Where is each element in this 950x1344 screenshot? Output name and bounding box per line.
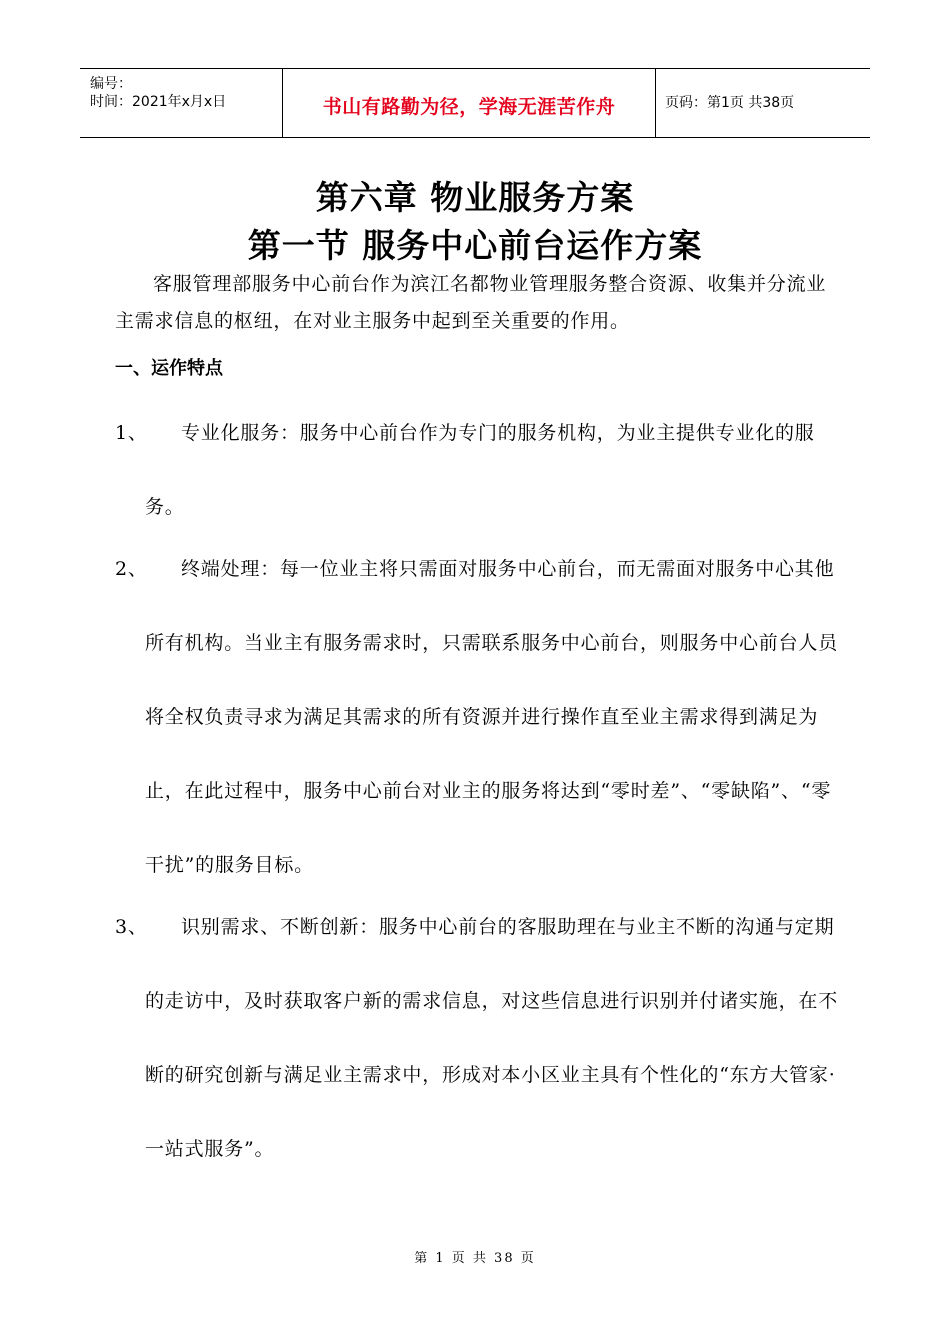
list-item-number: 3、 [115, 916, 148, 938]
page-header [80, 68, 870, 138]
header-motto: 书山有路勤为径，学海无涯苦作舟 [322, 96, 616, 118]
list-item-number: 2、 [115, 558, 148, 580]
header-middle-cell [282, 69, 656, 137]
document-date-label: 时间：2021年x月x日 [90, 94, 227, 110]
chapter-title: 第六章 物业服务方案 [315, 178, 635, 217]
section-heading: 一、运作特点 [115, 358, 223, 379]
header-right-cell [655, 69, 870, 137]
header-page-info: 页码：第1页 共38页 [665, 95, 795, 111]
document-number-label: 编号： [90, 76, 132, 92]
list-item-number: 1、 [115, 422, 148, 444]
list-item-text: 专业化服务：服务中心前台作为专门的服务机构，为业主提供专业化的服务。 [145, 422, 815, 518]
page-footer: 第 1 页 共 38 页 [414, 1251, 536, 1266]
list-item-text: 终端处理：每一位业主将只需面对服务中心前台，而无需面对服务中心其他所有机构。当业主有服务需求时，只需联系服务中心前台，则服务中心前台人员将全权负责寻求为满足其需求的所有资源并进行操作直至业主需求得到满足为止，在此过程中，服务中心前台对业主的服务将达到“零时差”、“零缺陷”、“零干扰”的服务目标。 [145, 558, 839, 876]
section-title: 第一节 服务中心前台运作方案 [247, 226, 703, 265]
header-left-cell [80, 69, 282, 137]
list-item-text: 识别需求、不断创新：服务中心前台的客服助理在与业主不断的沟通与定期的走访中，及时获取客户新的需求信息，对这些信息进行识别并付诸实施，在不断的研究创新与满足业主需求中，形成对本小区业主具有个性化的“东方大管家·一站式服务”。 [145, 916, 839, 1160]
intro-paragraph: 客服管理部服务中心前台作为滨江名都物业管理服务整合资源、收集并分流业主需求信息的枢纽，在对业主服务中起到至关重要的作用。 [115, 273, 827, 332]
